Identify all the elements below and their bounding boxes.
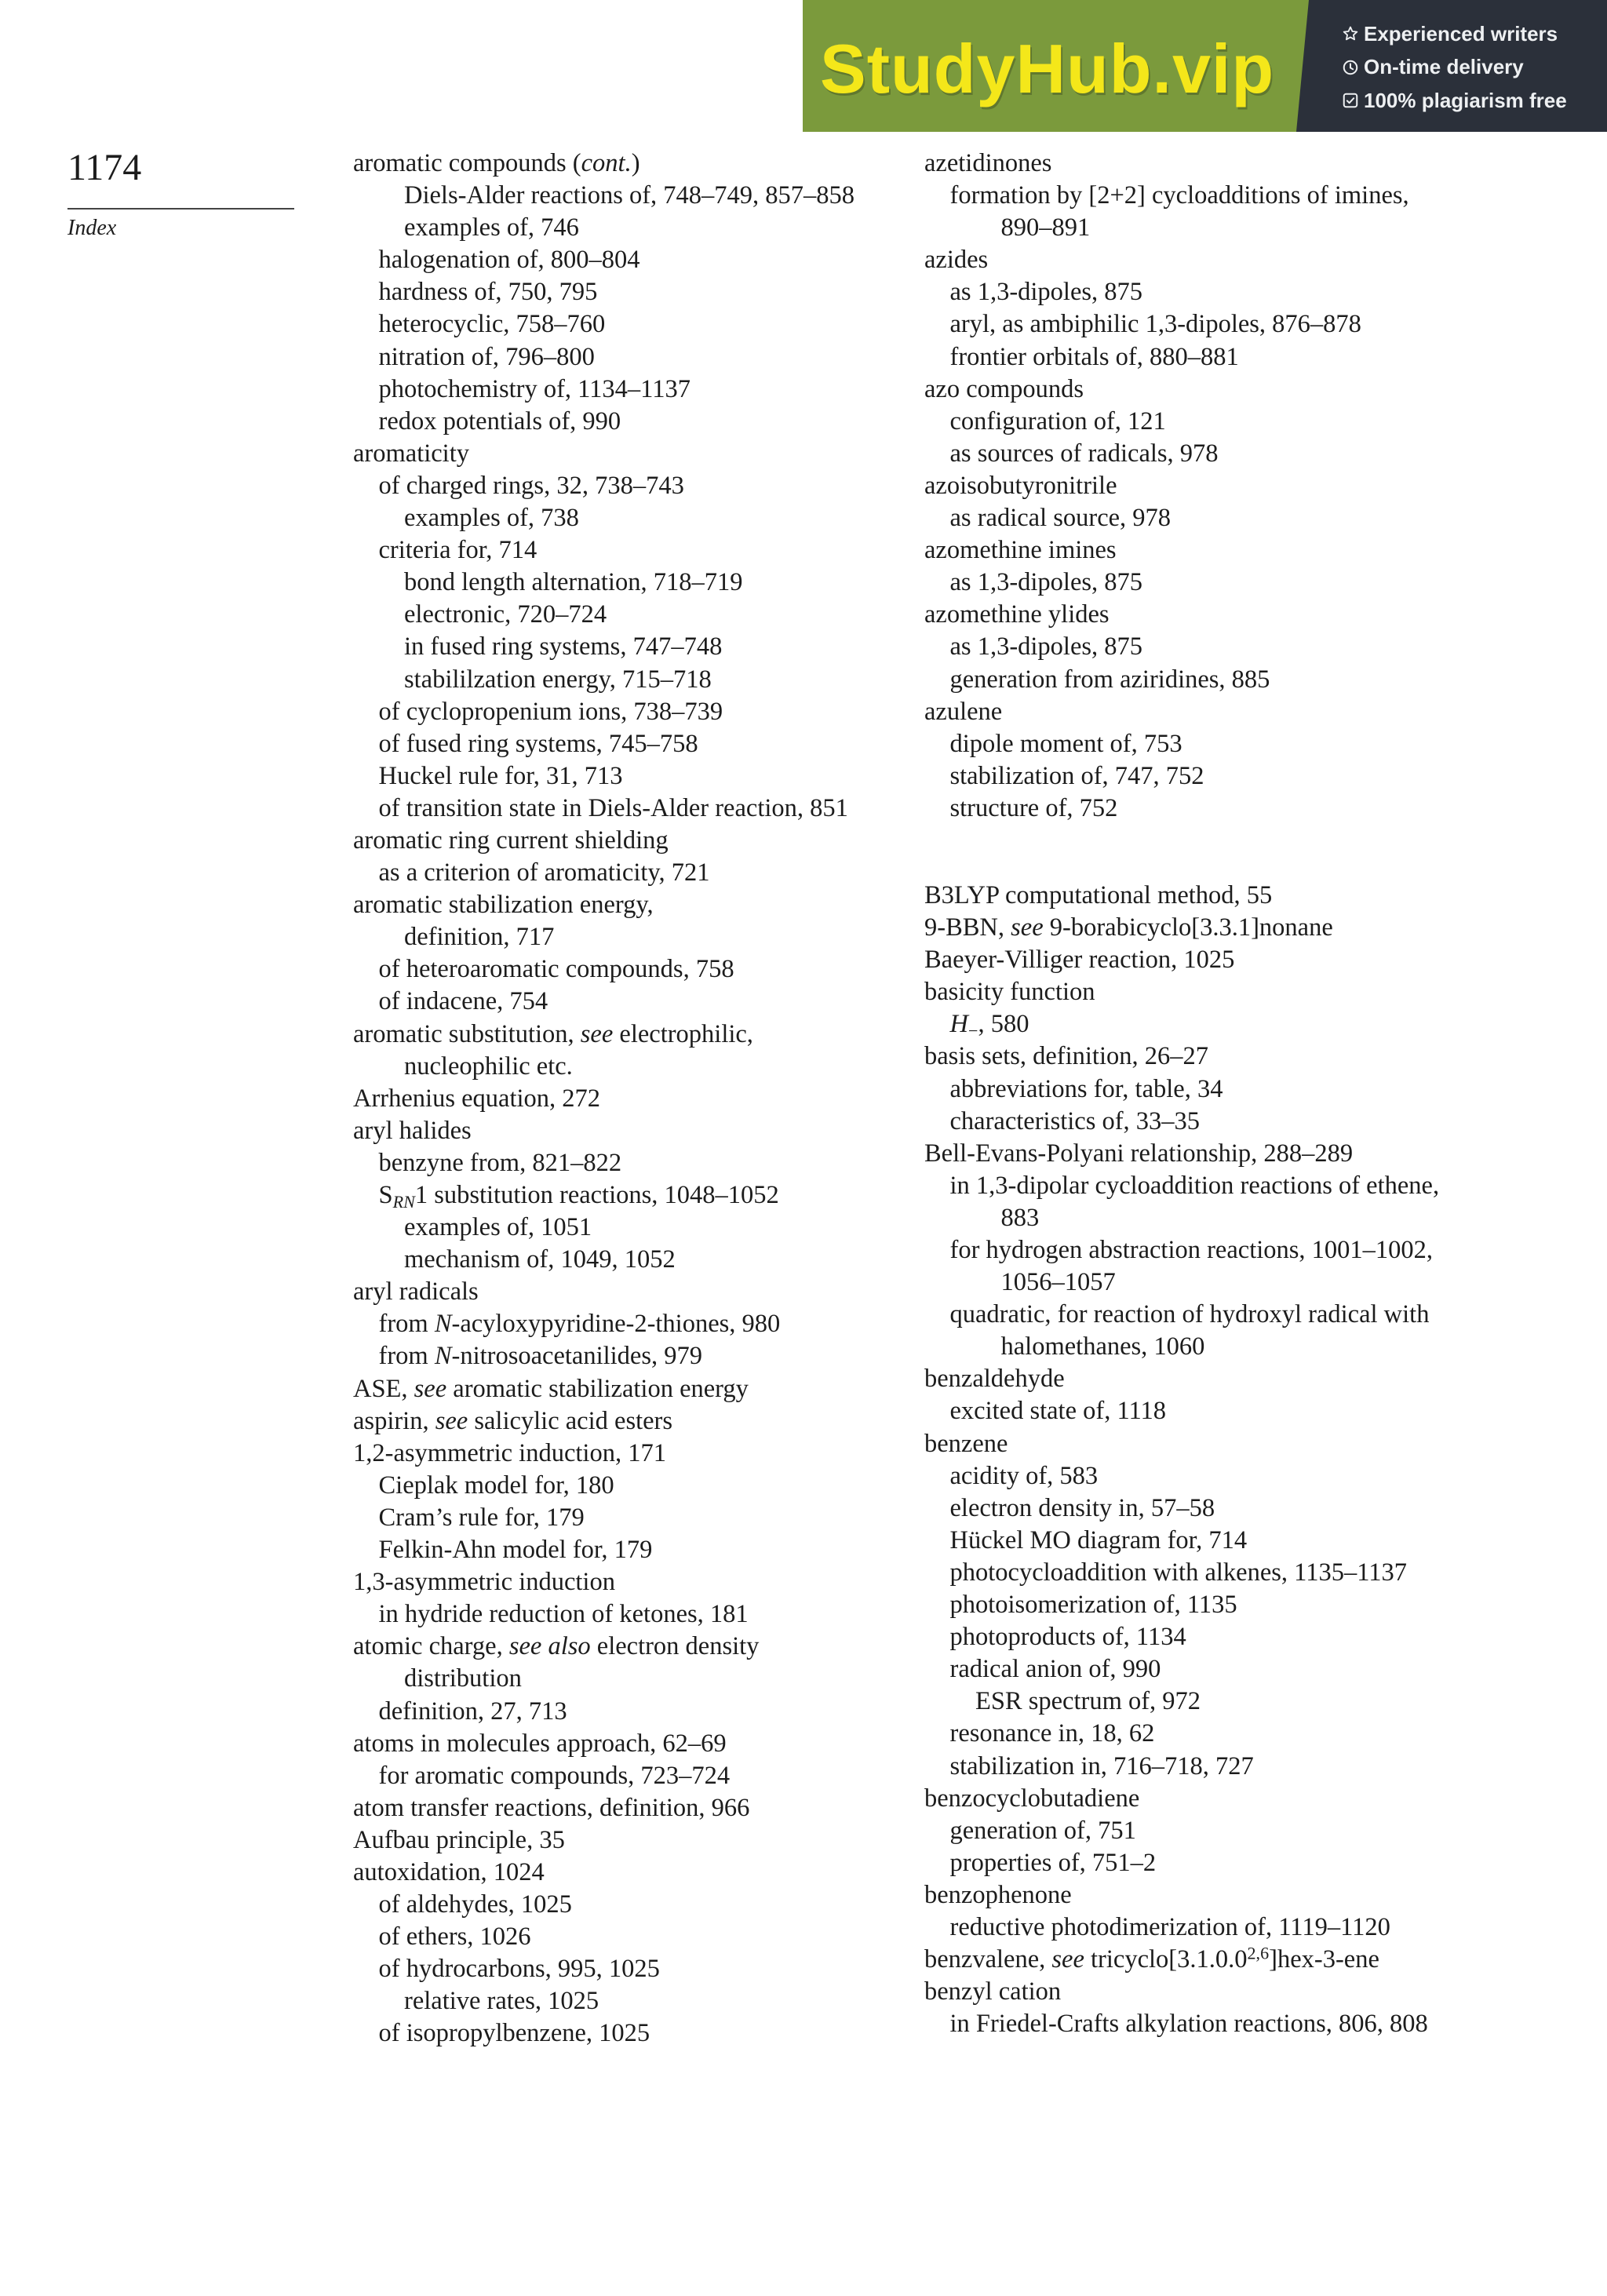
index-entry-segment: ]hex-3-ene: [1269, 1945, 1379, 1974]
index-entry: electron density in, 57–58: [949, 1493, 1215, 1522]
index-entry: benzophenone: [924, 1880, 1072, 1909]
index-entry: examples of, 746: [404, 213, 579, 242]
index-entry-segment: aromatic substitution,: [353, 1019, 581, 1048]
index-letter-group: [924, 148, 1439, 825]
feature-label: Experienced writers: [1364, 21, 1558, 46]
index-entry: as 1,3-dipoles, 875: [949, 632, 1143, 661]
index-entry: azulene: [924, 697, 1003, 726]
index-entry: [353, 1340, 855, 1372]
star-icon: [1342, 25, 1359, 42]
index-entry: Cieplak model for, 180: [378, 1471, 614, 1500]
index-entry: definition, 717: [404, 923, 555, 952]
index-entry: photocycloaddition with alkenes, 1135–1137: [949, 1558, 1407, 1587]
index-entry: mechanism of, 1049, 1052: [404, 1245, 676, 1274]
index-entry: [924, 912, 1439, 944]
index-entry: [353, 1308, 855, 1340]
index-entry: as sources of radicals, 978: [949, 439, 1219, 468]
index-entry: Cram’s rule for, 179: [378, 1503, 585, 1532]
index-entry: azomethine imines: [924, 536, 1117, 565]
index-entry-segment: ASE,: [353, 1374, 414, 1403]
index-entry: of aldehydes, 1025: [378, 1890, 572, 1919]
index-entry-segment: benzvalene,: [924, 1945, 1052, 1974]
index-entry: [353, 1405, 855, 1438]
index-entry: azetidinones: [924, 149, 1052, 177]
index-entry: criteria for, 714: [378, 536, 537, 565]
index-entry: as a criterion of aromaticity, 721: [378, 858, 710, 887]
index-entry: aromatic stabilization energy,: [353, 891, 654, 920]
index-entry: autoxidation, 1024: [353, 1857, 545, 1886]
index-entry: stabilization of, 747, 752: [949, 761, 1204, 790]
index-entry: atoms in molecules approach, 62–69: [353, 1729, 727, 1758]
index-entry: dipole moment of, 753: [949, 729, 1182, 758]
index-entry: excited state of, 1118: [949, 1397, 1167, 1426]
index-entry: Felkin-Ahn model for, 179: [378, 1536, 653, 1565]
index-entry-segment: 2,6: [1247, 1943, 1270, 1963]
index-entry: azides: [924, 246, 989, 275]
index-entry-segment: tricyclo[3.1.0.0: [1084, 1945, 1248, 1974]
index-entry: halogenation of, 800–804: [378, 246, 640, 275]
index-entry: nucleophilic etc.: [404, 1051, 573, 1081]
index-entry-segment: N: [434, 1342, 452, 1371]
index-entry: as radical source, 978: [949, 504, 1172, 533]
index-entry: Huckel rule for, 31, 713: [378, 761, 623, 790]
index-entry: 1,3-asymmetric induction: [353, 1568, 615, 1597]
index-entry: azoisobutyronitrile: [924, 471, 1117, 500]
index-entry: generation from aziridines, 885: [949, 665, 1270, 694]
index-entry-segment: see: [1051, 1945, 1084, 1974]
index-column-left: [353, 148, 855, 2050]
index-entry-segment: -acyloxypyridine-2-thiones, 980: [451, 1310, 781, 1339]
index-entry-segment: cont.: [581, 149, 632, 177]
index-entry: stabilization in, 716–718, 727: [949, 1751, 1254, 1780]
index-entry: 1056–1057: [1000, 1268, 1116, 1297]
header-rule-divider: [67, 208, 294, 210]
index-entry-segment: , 580: [978, 1010, 1029, 1039]
index-entry: radical anion of, 990: [949, 1655, 1161, 1684]
index-entry: distribution: [404, 1664, 522, 1693]
index-entry-segment: electrophilic,: [613, 1019, 753, 1048]
index-entry: azomethine ylides: [924, 600, 1110, 629]
index-entry: B3LYP computational method, 55: [924, 880, 1273, 909]
index-entry: photoisomerization of, 1135: [949, 1591, 1237, 1620]
index-entry: aryl halides: [353, 1116, 472, 1145]
index-entry: 883: [1000, 1203, 1040, 1232]
index-entry-segment: aromatic compounds (: [353, 149, 581, 177]
index-entry: of indacene, 754: [378, 987, 548, 1016]
running-head: Index: [67, 216, 117, 240]
index-entry-segment: see: [435, 1406, 468, 1435]
index-entry-segment: aspirin,: [353, 1406, 435, 1435]
index-entry: electronic, 720–724: [404, 600, 607, 629]
index-entry-segment: salicylic acid esters: [468, 1406, 673, 1435]
index-entry: generation of, 751: [949, 1816, 1136, 1845]
index-entry: of isopropylbenzene, 1025: [378, 2019, 650, 2048]
feature-item: [1342, 84, 1567, 118]
index-entry: frontier orbitals of, 880–881: [949, 342, 1239, 371]
index-entry: benzene: [924, 1429, 1008, 1458]
index-entry: [353, 1631, 855, 1663]
index-entry: 1,2-asymmetric induction, 171: [353, 1438, 666, 1467]
index-entry-segment: 9-borabicyclo[3.3.1]nonane: [1043, 913, 1333, 942]
index-entry: in hydride reduction of ketones, 181: [378, 1600, 749, 1629]
index-entry: properties of, 751–2: [949, 1848, 1157, 1877]
index-entry: [924, 1944, 1439, 1976]
index-entry-segment: from: [378, 1310, 435, 1339]
index-entry: aromaticity: [353, 439, 469, 468]
index-entry: [353, 148, 855, 180]
index-entry: formation by [2+2] cycloadditions of imines,: [949, 181, 1409, 210]
index-entry: as 1,3-dipoles, 875: [949, 568, 1143, 597]
index-entry-segment: electron density: [590, 1632, 760, 1661]
index-entry: in 1,3-dipolar cycloaddition reactions of ethene,: [949, 1171, 1440, 1200]
studyhub-ad-banner[interactable]: [803, 0, 1607, 132]
index-entry: atom transfer reactions, definition, 966: [353, 1793, 750, 1822]
index-entry: bond length alternation, 718–719: [404, 568, 743, 597]
index-entry: ESR spectrum of, 972: [975, 1687, 1201, 1716]
index-entry: Aufbau principle, 35: [353, 1825, 565, 1854]
index-entry-segment: H: [949, 1010, 968, 1039]
index-entry: heterocyclic, 758–760: [378, 310, 606, 339]
index-entry: photochemistry of, 1134–1137: [378, 374, 691, 403]
index-entry: benzyl cation: [924, 1977, 1062, 2006]
index-entry-segment: S: [378, 1181, 393, 1209]
feature-item: [1342, 51, 1567, 85]
index-entry-segment: atomic charge,: [353, 1632, 509, 1661]
index-entry: [353, 1373, 855, 1405]
index-entry: Baeyer-Villiger reaction, 1025: [924, 946, 1235, 975]
index-entry: benzyne from, 821–822: [378, 1148, 622, 1177]
page-number: 1174: [67, 147, 142, 188]
index-entry-segment: -nitrosoacetanilides, 979: [451, 1342, 702, 1371]
index-entry: examples of, 738: [404, 504, 579, 533]
index-entry: basis sets, definition, 26–27: [924, 1042, 1208, 1071]
index-entry: redox potentials of, 990: [378, 406, 621, 436]
index-entry-segment: see also: [508, 1632, 591, 1661]
feature-item: [1342, 17, 1567, 51]
feature-label: 100% plagiarism free: [1364, 88, 1567, 112]
index-entry: Diels-Alder reactions of, 748–749, 857–858: [404, 181, 855, 210]
index-entry: hardness of, 750, 795: [378, 278, 598, 307]
index-letter-group: [924, 880, 1439, 2040]
index-entry: basicity function: [924, 978, 1095, 1007]
index-entry-segment: 1 substitution reactions, 1048–1052: [414, 1181, 779, 1209]
index-entry: benzaldehyde: [924, 1365, 1065, 1394]
index-entry-segment: from: [378, 1342, 435, 1371]
index-entry: halomethanes, 1060: [1000, 1332, 1205, 1361]
index-entry: nitration of, 796–800: [378, 342, 595, 371]
index-entry: [353, 1019, 855, 1051]
index-entry: of ethers, 1026: [378, 1922, 531, 1952]
index-entry: aromatic ring current shielding: [353, 825, 669, 855]
index-entry: Bell-Evans-Polyani relationship, 288–289: [924, 1139, 1354, 1168]
index-entry: aryl radicals: [353, 1277, 479, 1307]
index-entry-segment: see: [580, 1019, 614, 1048]
index-entry-segment: see: [1011, 913, 1044, 942]
index-entry-segment: ): [631, 149, 640, 177]
brand-logo-text: StudyHub.vip: [820, 30, 1275, 108]
index-entry-segment: N: [434, 1310, 452, 1339]
feature-label: On-time delivery: [1364, 55, 1524, 79]
index-entry: of transition state in Diels-Alder reaction, 851: [378, 793, 848, 822]
index-entry: examples of, 1051: [404, 1213, 592, 1242]
index-entry: in fused ring systems, 747–748: [404, 632, 723, 661]
index-entry: Arrhenius equation, 272: [353, 1084, 601, 1113]
index-entry: aryl, as ambiphilic 1,3-dipoles, 876–878: [949, 310, 1361, 339]
index-entry: of fused ring systems, 745–758: [378, 729, 698, 758]
index-entry: Hückel MO diagram for, 714: [949, 1525, 1248, 1554]
index-entry: of heteroaromatic compounds, 758: [378, 955, 734, 984]
index-entry: 890–891: [1000, 213, 1091, 242]
index-entry: [353, 1179, 855, 1212]
checkbox-icon: [1342, 92, 1359, 109]
banner-brand-panel: [803, 0, 1321, 132]
index-entry: of cyclopropenium ions, 738–739: [378, 697, 723, 726]
index-letter-group: [353, 148, 855, 2050]
index-entry: [924, 1008, 1439, 1040]
index-entry-segment: see: [414, 1374, 447, 1403]
index-entry: of charged rings, 32, 738–743: [378, 471, 684, 500]
index-entry: characteristics of, 33–35: [949, 1106, 1201, 1135]
index-entry: quadratic, for reaction of hydroxyl radical with: [949, 1300, 1430, 1329]
index-column-right: [924, 148, 1439, 2040]
index-entry: relative rates, 1025: [404, 1987, 599, 2016]
index-entry: benzocyclobutadiene: [924, 1784, 1140, 1813]
index-entry: in Friedel-Crafts alkylation reactions, 806, 808: [949, 2010, 1428, 2039]
index-entry: structure of, 752: [949, 793, 1118, 822]
index-entry-segment: aromatic stabilization energy: [446, 1374, 749, 1403]
index-entry: photoproducts of, 1134: [949, 1623, 1186, 1652]
index-entry: azo compounds: [924, 374, 1084, 403]
index-entry: definition, 27, 713: [378, 1696, 567, 1726]
index-entry: stabililzation energy, 715–718: [404, 665, 712, 694]
index-entry: for aromatic compounds, 723–724: [378, 1761, 731, 1790]
index-entry: of hydrocarbons, 995, 1025: [378, 1955, 660, 1984]
index-entry-segment: RN: [392, 1192, 415, 1212]
index-entry-segment: 9-BBN,: [924, 913, 1011, 942]
index-entry: acidity of, 583: [949, 1461, 1099, 1490]
index-entry: reductive photodimerization of, 1119–1120: [949, 1912, 1390, 1941]
banner-feature-list: [1342, 17, 1567, 118]
index-entry: abbreviations for, table, 34: [949, 1074, 1223, 1103]
index-entry-segment: −: [967, 1021, 978, 1041]
index-entry: for hydrogen abstraction reactions, 1001–1002,: [949, 1236, 1434, 1264]
index-entry: resonance in, 18, 62: [949, 1719, 1155, 1748]
index-entry: as 1,3-dipoles, 875: [949, 278, 1143, 307]
index-entry: configuration of, 121: [949, 406, 1166, 436]
clock-icon: [1342, 59, 1359, 76]
